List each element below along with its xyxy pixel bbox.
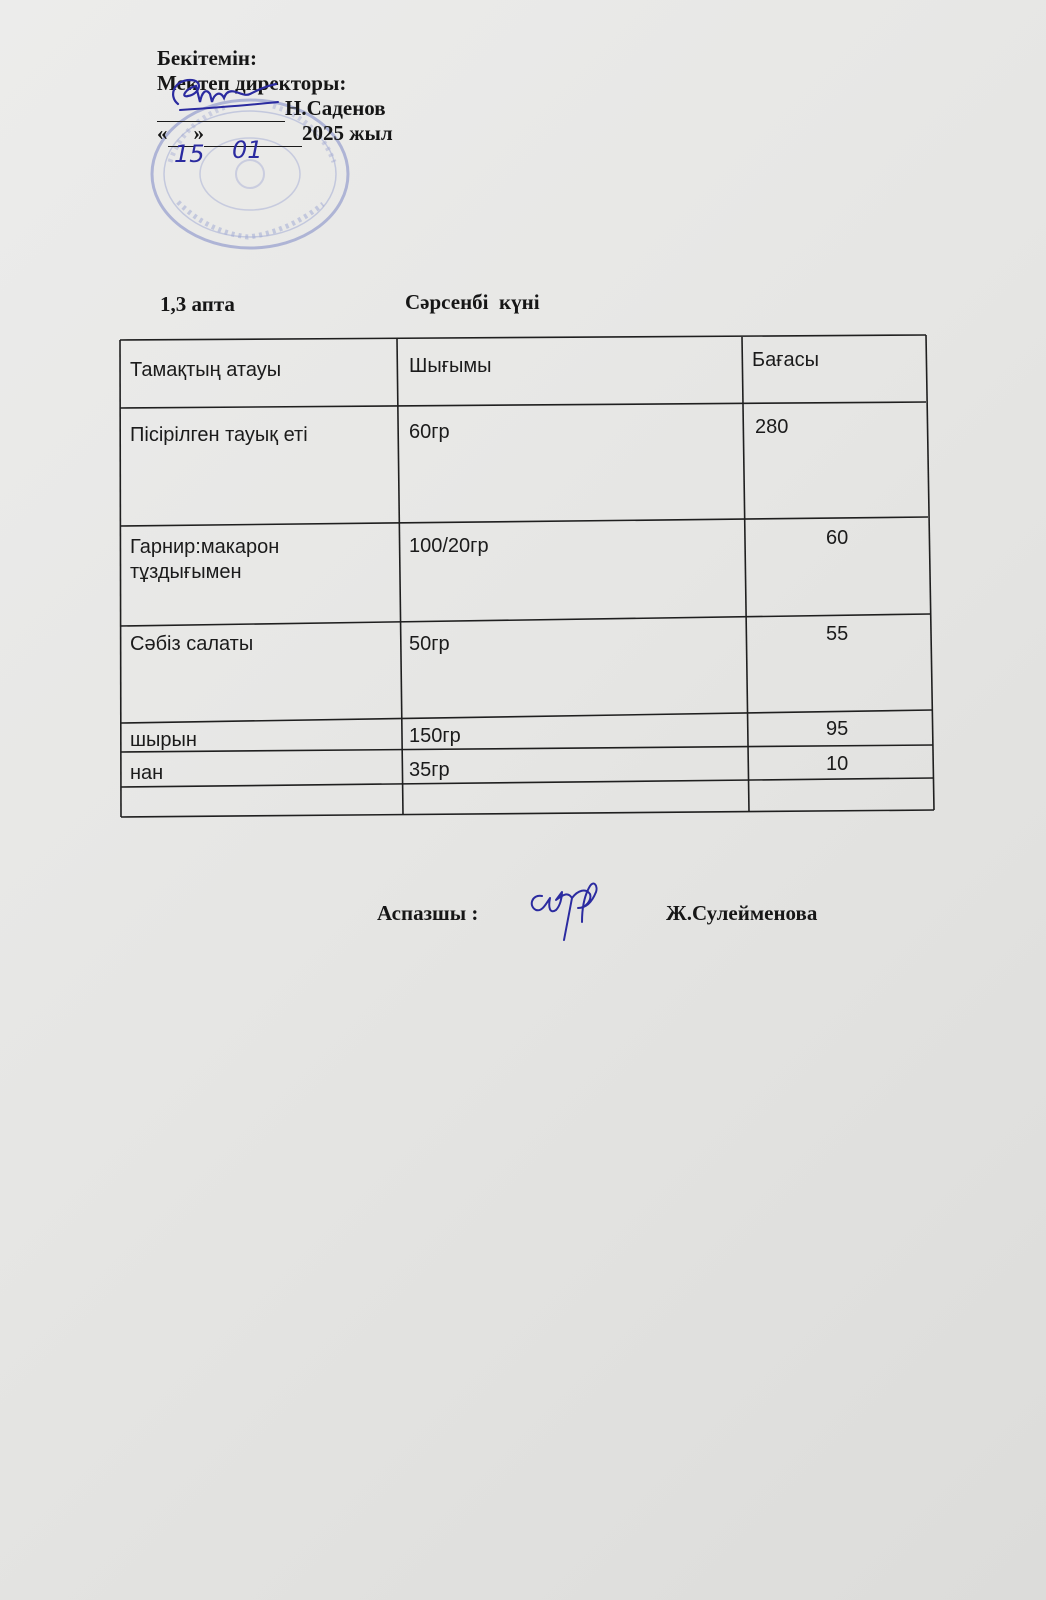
- row-3-dish: Сәбіз салаты: [130, 633, 254, 655]
- row-2-dish: Гарнир:макарон тұздығымен: [130, 536, 280, 583]
- row-4-yield: 150гр: [409, 725, 461, 747]
- director-signature: [150, 66, 290, 136]
- header-yield: Шығымы: [409, 355, 492, 377]
- cook-label: Аспазшы :: [377, 901, 479, 925]
- date-day-handwritten: 15: [174, 140, 205, 168]
- row-1-dish: Пісірілген тауық еті: [130, 424, 308, 446]
- row-3-price: 55: [826, 623, 849, 645]
- cook-signature: [520, 870, 620, 970]
- row-2-price: 60: [826, 527, 849, 549]
- date-year: 2025 жыл: [302, 121, 393, 145]
- date-month-handwritten: 01: [232, 136, 263, 164]
- row-1-yield: 60гр: [409, 421, 450, 443]
- row-3-yield: 50гр: [409, 633, 450, 655]
- row-5-dish: нан: [130, 762, 164, 784]
- row-2-yield: 100/20гр: [409, 535, 489, 557]
- row-4-price: 95: [826, 718, 849, 740]
- week-label: 1,3 апта: [160, 292, 235, 316]
- day-label: Сәрсенбі күні: [405, 290, 540, 314]
- approved-label: Бекітемін:: [157, 46, 258, 70]
- date-close-quote: »: [193, 121, 204, 145]
- header-dish-name: Тамақтың атауы: [130, 359, 282, 381]
- row-1-price: 280: [755, 416, 789, 438]
- cook-name: Ж.Сулейменова: [666, 901, 818, 925]
- director-name: Н.Саденов: [285, 96, 386, 120]
- date-open-quote: «: [157, 121, 168, 145]
- row-5-price: 10: [826, 753, 849, 775]
- row-4-dish: шырын: [130, 729, 197, 751]
- header-price: Бағасы: [752, 349, 820, 371]
- handwritten-date: [160, 130, 290, 170]
- row-5-yield: 35гр: [409, 759, 450, 781]
- director-label: Мектеп директоры:: [157, 71, 347, 95]
